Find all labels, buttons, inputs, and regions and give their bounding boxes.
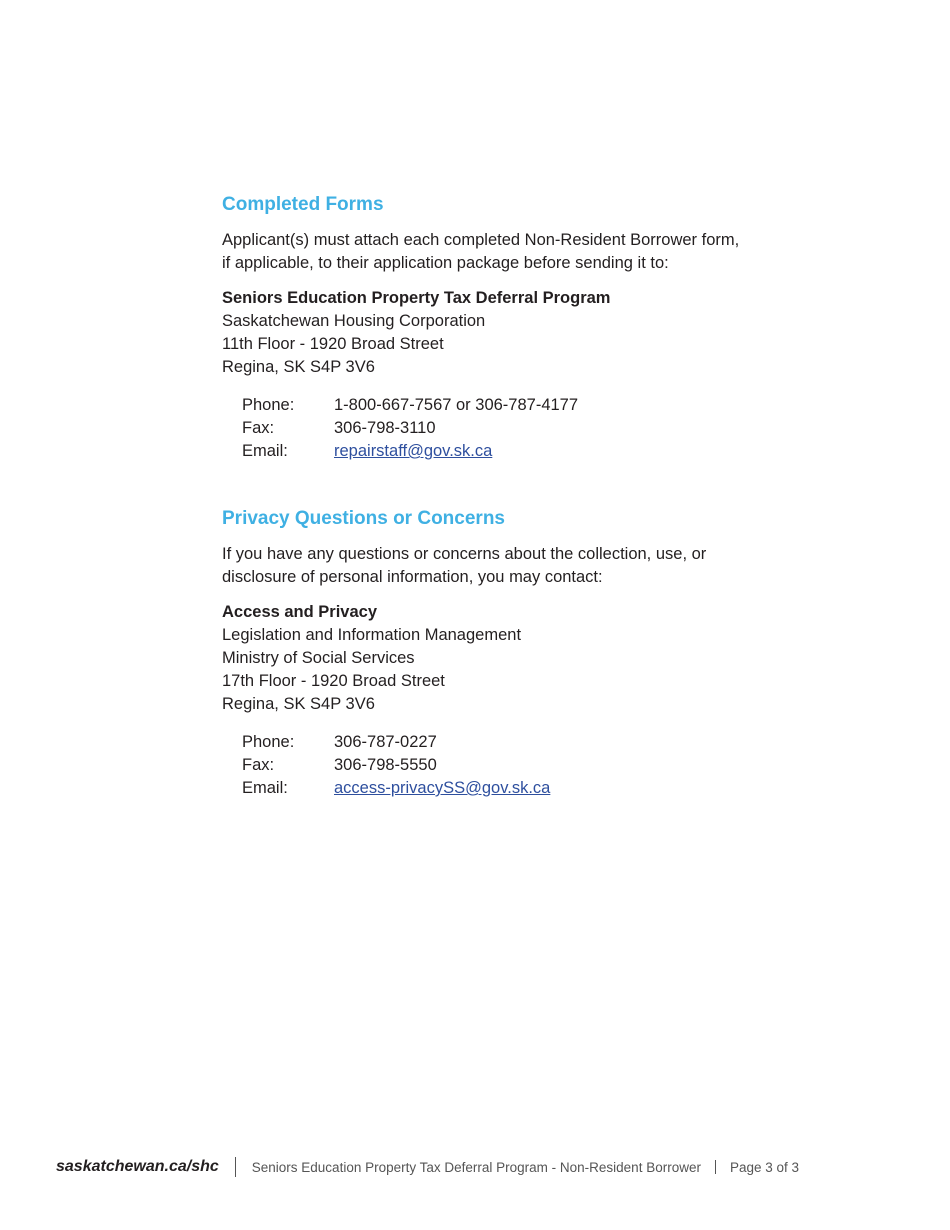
footer-site-link[interactable]: saskatchewan.ca/shc xyxy=(56,1158,219,1175)
contact-phone-row xyxy=(242,394,742,417)
completed-forms-heading: Completed Forms xyxy=(222,194,384,215)
footer-page-number: Page 3 of 3 xyxy=(729,1159,800,1175)
email-link[interactable]: repairstaff@gov.sk.ca xyxy=(334,442,493,460)
address-organization: Seniors Education Property Tax Deferral Program xyxy=(222,289,611,307)
completed-forms-intro: Applicant(s) must attach each completed Non-Resident Borrower form, if applicable, to their application package before sending it to: xyxy=(222,231,740,272)
fax-label: Fax: xyxy=(242,756,275,774)
privacy-address xyxy=(222,601,742,716)
address-line: 17th Floor - 1920 Broad Street xyxy=(222,672,445,690)
contact-email-row xyxy=(242,777,742,800)
phone-value: 306-787-0227 xyxy=(334,733,437,751)
footer-document-title: Seniors Education Property Tax Deferral Program - Non-Resident Borrower xyxy=(251,1159,701,1175)
footer-divider xyxy=(715,1160,716,1174)
privacy-heading: Privacy Questions or Concerns xyxy=(222,508,505,529)
address-line: Regina, SK S4P 3V6 xyxy=(222,358,375,376)
email-label: Email: xyxy=(242,779,288,797)
footer-divider xyxy=(235,1157,236,1177)
contact-fax-row xyxy=(242,417,742,440)
email-label: Email: xyxy=(242,442,288,460)
address-line: Ministry of Social Services xyxy=(222,649,415,667)
fax-value: 306-798-3110 xyxy=(334,419,436,437)
completed-forms-address xyxy=(222,287,742,379)
address-line: Regina, SK S4P 3V6 xyxy=(222,695,375,713)
contact-phone-row xyxy=(242,731,742,754)
address-organization: Access and Privacy xyxy=(222,603,378,621)
address-line: Legislation and Information Management xyxy=(222,626,522,644)
fax-value: 306-798-5550 xyxy=(334,756,437,774)
fax-label: Fax: xyxy=(242,419,275,437)
page-footer xyxy=(56,1156,799,1178)
phone-label: Phone: xyxy=(242,733,295,751)
contact-fax-row xyxy=(242,754,742,777)
privacy-intro: If you have any questions or concerns about the collection, use, or disclosure of personal information, you may contact: xyxy=(222,545,707,586)
address-line: 11th Floor - 1920 Broad Street xyxy=(222,335,444,353)
privacy-contact xyxy=(242,731,742,800)
address-line: Saskatchewan Housing Corporation xyxy=(222,312,486,330)
completed-forms-section xyxy=(222,193,742,463)
completed-forms-contact xyxy=(242,394,742,463)
document-body xyxy=(222,193,742,800)
privacy-section xyxy=(222,507,742,800)
section-spacer xyxy=(222,463,742,507)
phone-value: 1-800-667-7567 or 306-787-4177 xyxy=(334,396,579,414)
contact-email-row xyxy=(242,440,742,463)
email-link[interactable]: access-privacySS@gov.sk.ca xyxy=(334,779,551,797)
phone-label: Phone: xyxy=(242,396,295,414)
